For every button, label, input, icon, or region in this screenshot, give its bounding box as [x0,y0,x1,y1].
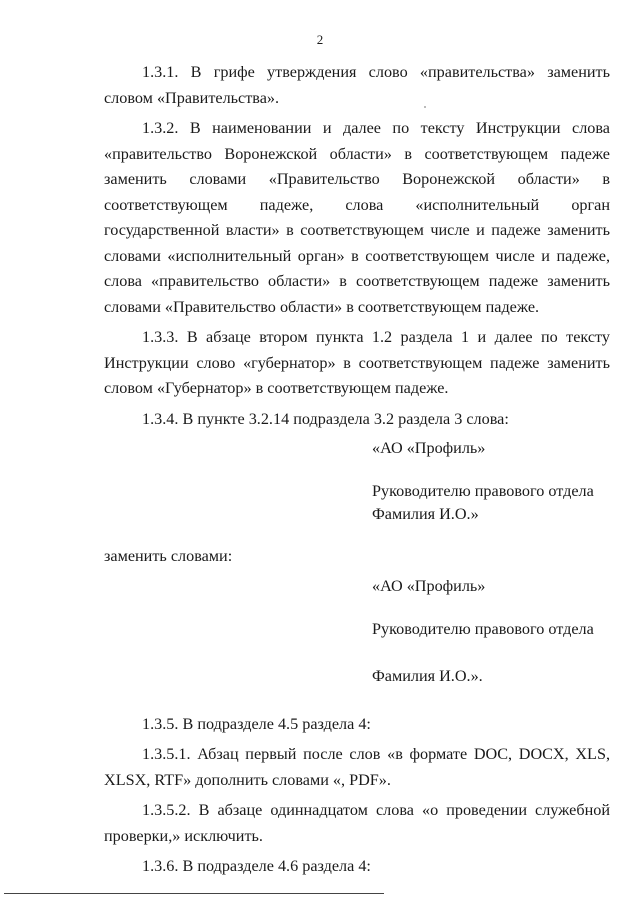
new-position: Руководителю правового отдела [372,619,594,638]
paragraph-1-3-5-1: 1.3.5.1. Абзац первый после слов «в формате DOC, DOCX, XLS, XLSX, RTF» дополнить словами «, PDF». [104,745,610,789]
page-number: 2 [316,32,324,47]
old-address-block [372,437,610,526]
new-address-block [372,575,610,688]
paragraph-1-3-4: 1.3.4. В пункте 3.2.14 подраздела 3.2 раздела 3 слова: [142,409,509,428]
spacer [372,598,610,618]
paragraph-1-3-3: 1.3.3. В абзаце втором пункта 1.2 раздела 1 и далее по тексту Инструкции слово «губернатор» в соответствующем падеже заменить словом «Губернатор» в соответствующем падеже. [104,328,610,397]
footer-divider [4,893,384,894]
new-name: Фамилия И.О.». [372,666,483,685]
paragraph-1-3-5-2: 1.3.5.2. В абзаце одиннадцатом слова «о проведении служебной проверки,» исключить. [104,801,610,845]
old-position: Руководителю правового отдела [372,482,594,500]
old-name: Фамилия И.О.» [372,505,479,523]
new-company: «АО «Профиль» [372,576,486,595]
paragraph-1-3-1: 1.3.1. В грифе утверждения слово «правительства» заменить словом «Правительства». [104,63,610,107]
paragraph-1-3-5: 1.3.5. В подразделе 4.5 раздела 4: [142,714,371,733]
spacer [372,641,610,665]
old-company: «АО «Профиль» [372,439,486,457]
replace-phrase: заменить словами: [104,547,233,565]
paragraph-1-3-6: 1.3.6. В подразделе 4.6 раздела 4: [142,857,371,875]
spacer [372,460,610,480]
document-body [104,60,610,885]
paragraph-1-3-2: 1.3.2. В наименовании и далее по тексту Инструкции слова «правительство Воронежской области» в соответствующем падеже заменить словами «Правительство Воронежской области» в соответствующем падеже, слова «исполнительный орган государственной власти» в соответствующем числе и падеже заменить словами «исполнительный орган» в соответствующем числе и падеже, слова «правительство области» в соответствующем падеже заменить словами «Правительство области» в соответствующем падеже. [104,119,610,316]
